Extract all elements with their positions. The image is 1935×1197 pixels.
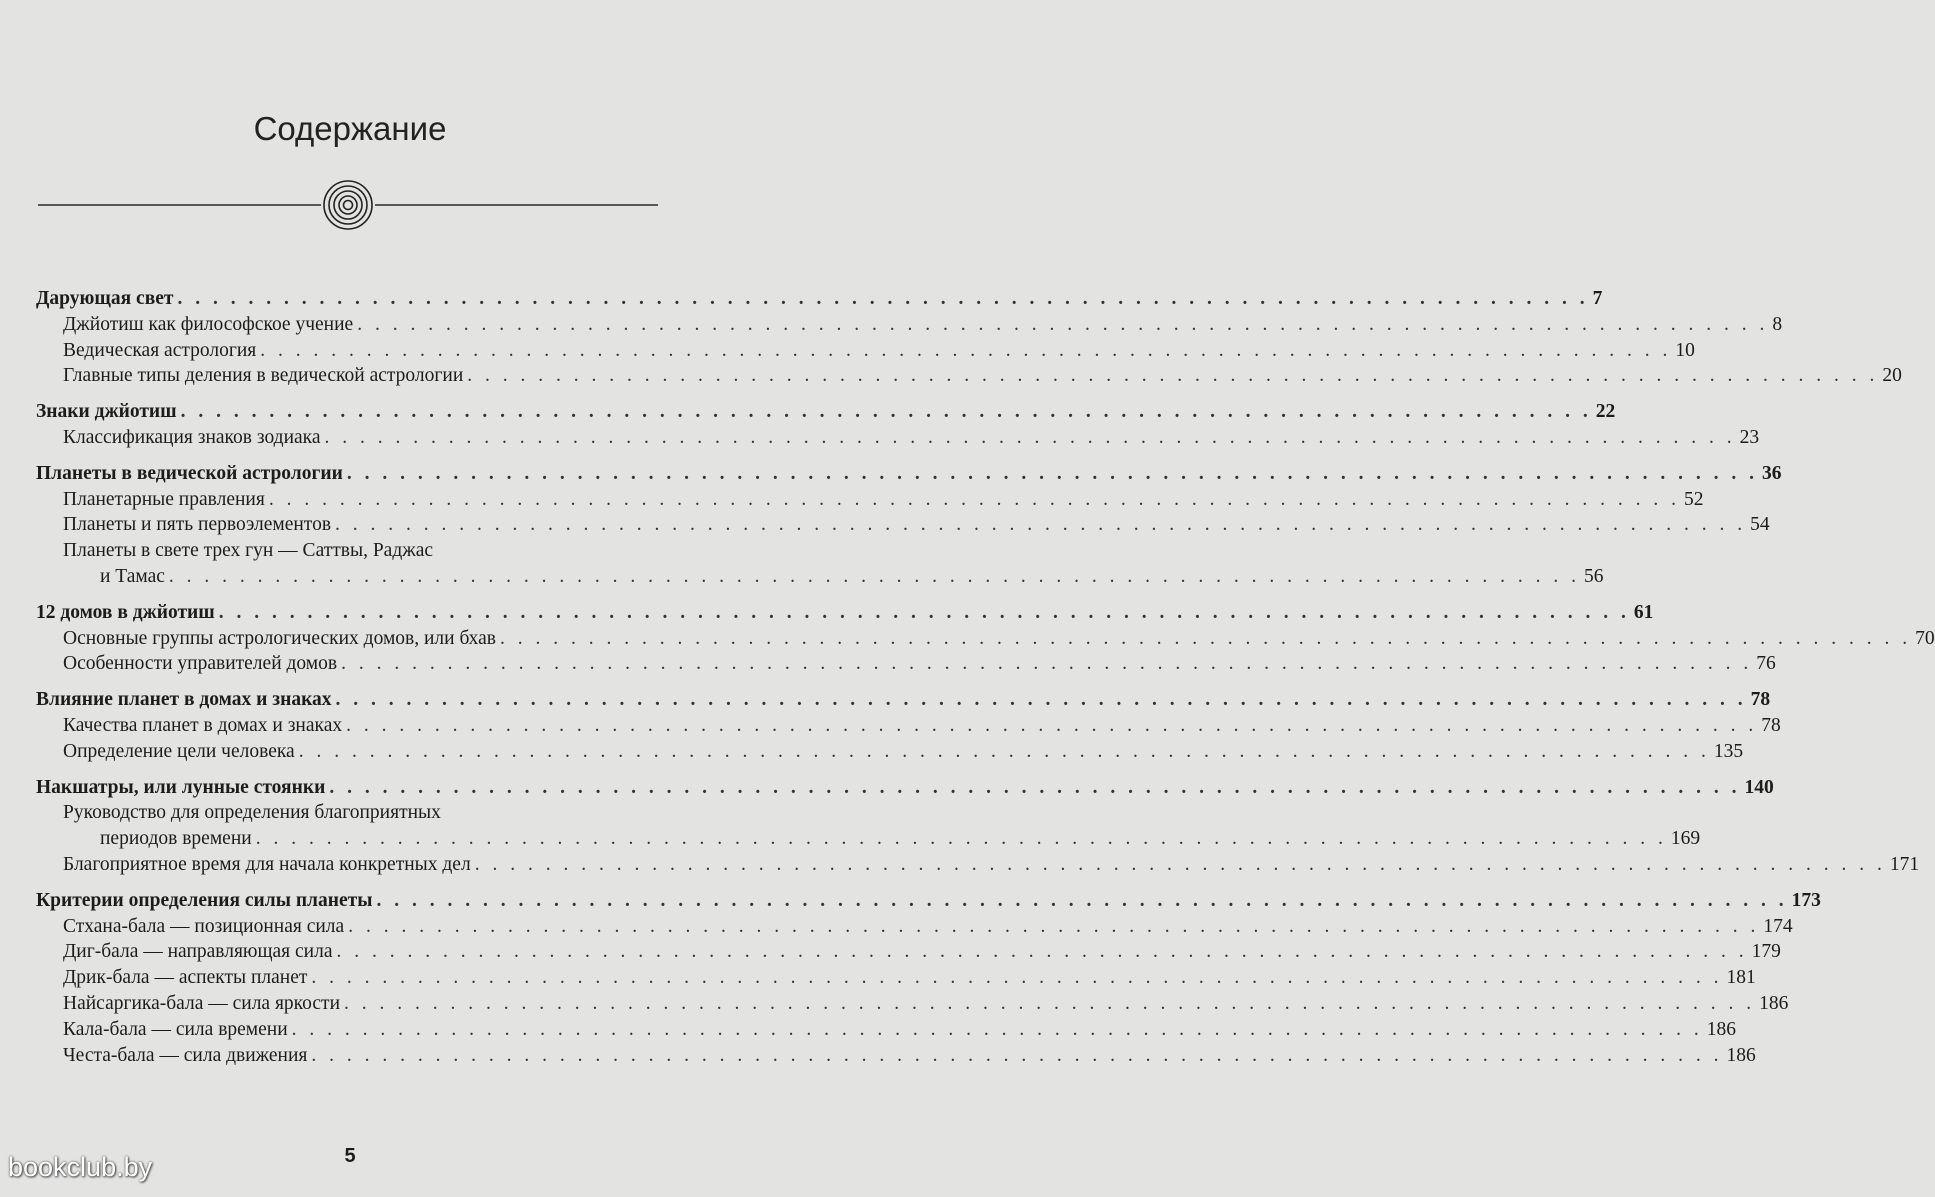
dot-leader: . . . . . . . . . . . . . . . . . . . . . . . . . . . . . . . . . . . . . . . . . . . . . . . . . . . . . . . . . . . . . . . . . . . . . . . . . . . . . . . . xyxy=(180,401,1592,423)
toc-subentry-line: Планеты в свете трех гун — Саттвы, Раджас xyxy=(63,540,434,562)
table-of-contents xyxy=(36,286,1935,1078)
entry-page-number: 78 xyxy=(1750,689,1771,711)
toc-subentry xyxy=(36,914,1793,940)
page-number: 5 xyxy=(344,1145,356,1167)
entry-page-number: 181 xyxy=(1726,967,1756,989)
toc-chapter-entry xyxy=(36,286,1603,312)
toc-chapter-entry xyxy=(36,461,1782,487)
entry-page-number: 179 xyxy=(1751,941,1781,963)
dot-leader: . . . . . . . . . . . . . . . . . . . . . . . . . . . . . . . . . . . . . . . . . . . . . . . . . . . . . . . . . . . . . . . . . . . . . . . . . . . . . . . . xyxy=(177,288,1589,309)
entry-title: Планетарные правления xyxy=(63,488,265,510)
toc-subentry xyxy=(36,487,1704,513)
entry-title: Дрик-бала — аспекты планет xyxy=(63,967,308,989)
toc-subentry xyxy=(36,425,1760,451)
entry-title: Честа-бала — сила движения xyxy=(63,1044,308,1066)
toc-subentry xyxy=(36,626,1935,652)
toc-subentry xyxy=(36,713,1781,739)
dot-leader: . . . . . . . . . . . . . . . . . . . . . . . . . . . . . . . . . . . . . . . . . . . . . . . . . . . . . . . . . . . . . . . . . . . . . . . . . . . . . . . . xyxy=(268,488,1680,510)
entry-title: Классификация знаков зодиака xyxy=(63,426,321,448)
entry-title: Основные группы астрологических домов, или бхав xyxy=(63,627,497,649)
entry-title: Накшатры, или лунные стоянки xyxy=(36,776,326,798)
entry-page-number: 61 xyxy=(1633,601,1654,623)
entry-title: Качества планет в домах и знаках xyxy=(63,714,343,736)
toc-section xyxy=(36,888,1821,1069)
toc-subentry xyxy=(36,852,1920,878)
entry-page-number: 186 xyxy=(1726,1044,1756,1066)
toc-chapter-entry xyxy=(36,600,1654,626)
toc-section xyxy=(36,461,1782,590)
toc-chapter-entry xyxy=(36,687,1771,713)
entry-page-number: 76 xyxy=(1756,653,1776,675)
dot-leader: . . . . . . . . . . . . . . . . . . . . . . . . . . . . . . . . . . . . . . . . . . . . . . . . . . . . . . . . . . . . . . . . . . . . . . . . . . . . . . . . xyxy=(218,601,1630,623)
toc-chapter-entry xyxy=(36,399,1616,425)
toc-section xyxy=(36,600,1935,677)
entry-title: Определение цели человека xyxy=(63,740,295,762)
toc-subentry xyxy=(36,1017,1737,1043)
dot-leader: . . . . . . . . . . . . . . . . . . . . . . . . . . . . . . . . . . . . . . . . . . . . . . . . . . . . . . . . . . . . . . . . . . . . . . . . . . . . . . . . xyxy=(474,853,1886,875)
entry-title: Джйотиш как философское учение xyxy=(63,313,354,335)
toc-section xyxy=(36,286,1902,389)
entry-page-number: 186 xyxy=(1706,1018,1737,1040)
page-title: Содержание xyxy=(253,110,447,147)
entry-page-number: 78 xyxy=(1761,714,1781,736)
toc-subentry xyxy=(36,512,1770,538)
entry-title: Знаки джйотиш xyxy=(36,401,177,423)
dot-leader: . . . . . . . . . . . . . . . . . . . . . . . . . . . . . . . . . . . . . . . . . . . . . . . . . . . . . . . . . . . . . . . . . . . . . . . . . . . . . . . . xyxy=(168,565,1581,587)
entry-title: Диг-бала — направляющая сила xyxy=(63,941,333,963)
entry-page-number: 22 xyxy=(1595,401,1616,423)
dot-leader: . . . . . . . . . . . . . . . . . . . . . . . . . . . . . . . . . . . . . . . . . . . . . . . . . . . . . . . . . . . . . . . . . . . . . . . . . . . . . . . . xyxy=(348,915,1760,937)
concentric-circles-icon xyxy=(324,181,372,229)
dot-leader: . . . . . . . . . . . . . . . . . . . . . . . . . . . . . . . . . . . . . . . . . . . . . . . . . . . . . . . . . . . . . . . . . . . . . . . . . . . . . . . . xyxy=(467,365,1879,387)
toc-section xyxy=(36,775,1920,878)
entry-title: Критерии определения силы планеты xyxy=(36,889,373,911)
toc-chapter-entry xyxy=(36,888,1821,914)
entry-title: Ведическая астрология xyxy=(63,339,257,361)
entry-title: Дарующая свет xyxy=(36,288,174,309)
dot-leader: . . . . . . . . . . . . . . . . . . . . . . . . . . . . . . . . . . . . . . . . . . . . . . . . . . . . . . . . . . . . . . . . . . . . . . . . . . . . . . . . xyxy=(335,514,1747,536)
dot-leader: . . . . . . . . . . . . . . . . . . . . . . . . . . . . . . . . . . . . . . . . . . . . . . . . . . . . . . . . . . . . . . . . . . . . . . . . . . . . . . . . xyxy=(346,462,1758,484)
entry-page-number: 70 xyxy=(1915,627,1935,649)
entry-page-number: 173 xyxy=(1791,889,1821,911)
dot-leader: . . . . . . . . . . . . . . . . . . . . . . . . . . . . . . . . . . . . . . . . . . . . . . . . . . . . . . . . . . . . . . . . . . . . . . . . . . . . . . . . xyxy=(341,653,1753,675)
toc-subentry xyxy=(36,1043,1756,1069)
entry-title: Планеты в ведической астрологии xyxy=(36,462,343,484)
entry-title: 12 домов в джйотиш xyxy=(36,601,215,623)
dot-leader: . . . . . . . . . . . . . . . . . . . . . . . . . . . . . . . . . . . . . . . . . . . . . . . . . . . . . . . . . . . . . . . . . . . . . . . . . . . . . . . . xyxy=(324,426,1736,448)
toc-subentry-line: Руководство для определения благоприятных xyxy=(63,802,441,824)
dot-leader: . . . . . . . . . . . . . . . . . . . . . . . . . . . . . . . . . . . . . . . . . . . . . . . . . . . . . . . . . . . . . . . . . . . . . . . . . . . . . . . . xyxy=(255,828,1667,850)
dot-leader: . . . . . . . . . . . . . . . . . . . . . . . . . . . . . . . . . . . . . . . . . . . . . . . . . . . . . . . . . . . . . . . . . . . . . . . . . . . . . . . . xyxy=(376,889,1788,911)
entry-page-number: 52 xyxy=(1683,488,1704,510)
watermark: bookclub.by xyxy=(8,1152,153,1182)
entry-page-number: 169 xyxy=(1670,828,1701,850)
entry-page-number: 20 xyxy=(1882,365,1902,387)
entry-title: и Тамас xyxy=(100,565,165,587)
entry-page-number: 174 xyxy=(1763,915,1793,937)
dot-leader: . . . . . . . . . . . . . . . . . . . . . . . . . . . . . . . . . . . . . . . . . . . . . . . . . . . . . . . . . . . . . . . . . . . . . . . . . . . . . . . . xyxy=(346,714,1758,736)
dot-leader: . . . . . . . . . . . . . . . . . . . . . . . . . . . . . . . . . . . . . . . . . . . . . . . . . . . . . . . . . . . . . . . . . . . . . . . . . . . . . . . . xyxy=(329,776,1741,798)
toc-chapter-entry xyxy=(36,775,1774,801)
entry-page-number: 140 xyxy=(1744,776,1774,798)
dot-leader: . . . . . . . . . . . . . . . . . . . . . . . . . . . . . . . . . . . . . . . . . . . . . . . . . . . . . . . . . . . . . . . . . . . . . . . . . . . . . . . . xyxy=(335,689,1747,711)
dot-leader: . . . . . . . . . . . . . . . . . . . . . . . . . . . . . . . . . . . . . . . . . . . . . . . . . . . . . . . . . . . . . . . . . . . . . . . . . . . . . . . . xyxy=(344,992,1756,1014)
dot-leader: . . . . . . . . . . . . . . . . . . . . . . . . . . . . . . . . . . . . . . . . . . . . . . . . . . . . . . . . . . . . . . . . . . . . . . . . . . . . . . . . xyxy=(291,1018,1703,1040)
entry-title: периодов времени xyxy=(100,828,252,850)
toc-subentry xyxy=(36,363,1902,389)
entry-title: Стхана-бала — позиционная сила xyxy=(63,915,345,937)
dot-leader: . . . . . . . . . . . . . . . . . . . . . . . . . . . . . . . . . . . . . . . . . . . . . . . . . . . . . . . . . . . . . . . . . . . . . . . . . . . . . . . . xyxy=(500,627,1912,649)
toc-subentry xyxy=(36,939,1781,965)
entry-title: Особенности управителей домов xyxy=(63,653,338,675)
toc-subentry xyxy=(36,991,1789,1017)
entry-page-number: 54 xyxy=(1750,514,1770,536)
dot-leader: . . . . . . . . . . . . . . . . . . . . . . . . . . . . . . . . . . . . . . . . . . . . . . . . . . . . . . . . . . . . . . . . . . . . . . . . . . . . . . . . xyxy=(311,1044,1723,1066)
entry-page-number: 186 xyxy=(1759,992,1789,1014)
toc-subentry xyxy=(36,965,1756,991)
toc-subentry xyxy=(36,826,1701,852)
entry-page-number: 8 xyxy=(1772,313,1783,335)
entry-page-number: 135 xyxy=(1713,740,1744,762)
entry-page-number: 56 xyxy=(1584,565,1604,587)
toc-section xyxy=(36,399,1760,451)
ornament-divider xyxy=(38,180,658,230)
dot-leader: . . . . . . . . . . . . . . . . . . . . . . . . . . . . . . . . . . . . . . . . . . . . . . . . . . . . . . . . . . . . . . . . . . . . . . . . . . . . . . . . xyxy=(336,941,1748,963)
toc-subentry xyxy=(36,312,1783,338)
entry-page-number: 36 xyxy=(1761,462,1782,484)
dot-leader: . . . . . . . . . . . . . . . . . . . . . . . . . . . . . . . . . . . . . . . . . . . . . . . . . . . . . . . . . . . . . . . . . . . . . . . . . . . . . . . . xyxy=(311,967,1723,989)
toc-section xyxy=(36,687,1781,764)
entry-title: Кала-бала — сила времени xyxy=(63,1018,288,1040)
entry-page-number: 171 xyxy=(1889,853,1920,875)
entry-page-number: 23 xyxy=(1739,426,1760,448)
dot-leader: . . . . . . . . . . . . . . . . . . . . . . . . . . . . . . . . . . . . . . . . . . . . . . . . . . . . . . . . . . . . . . . . . . . . . . . . . . . . . . . . xyxy=(260,339,1672,361)
toc-subentry xyxy=(36,739,1744,765)
entry-title: Планеты и пять первоэлементов xyxy=(63,514,332,536)
toc-subentry xyxy=(36,338,1695,364)
entry-title: Главные типы деления в ведической астрологии xyxy=(63,365,464,387)
toc-subentry xyxy=(36,564,1604,590)
entry-page-number: 7 xyxy=(1592,288,1603,309)
entry-title: Благоприятное время для начала конкретных дел xyxy=(63,853,471,875)
entry-page-number: 10 xyxy=(1675,339,1695,361)
dot-leader: . . . . . . . . . . . . . . . . . . . . . . . . . . . . . . . . . . . . . . . . . . . . . . . . . . . . . . . . . . . . . . . . . . . . . . . . . . . . . . . . xyxy=(298,740,1710,762)
entry-title: Влияние планет в домах и знаках xyxy=(36,689,332,711)
toc-subentry xyxy=(36,651,1776,677)
dot-leader: . . . . . . . . . . . . . . . . . . . . . . . . . . . . . . . . . . . . . . . . . . . . . . . . . . . . . . . . . . . . . . . . . . . . . . . . . . . . . . . . xyxy=(357,313,1769,335)
entry-title: Найсаргика-бала — сила яркости xyxy=(63,992,341,1014)
